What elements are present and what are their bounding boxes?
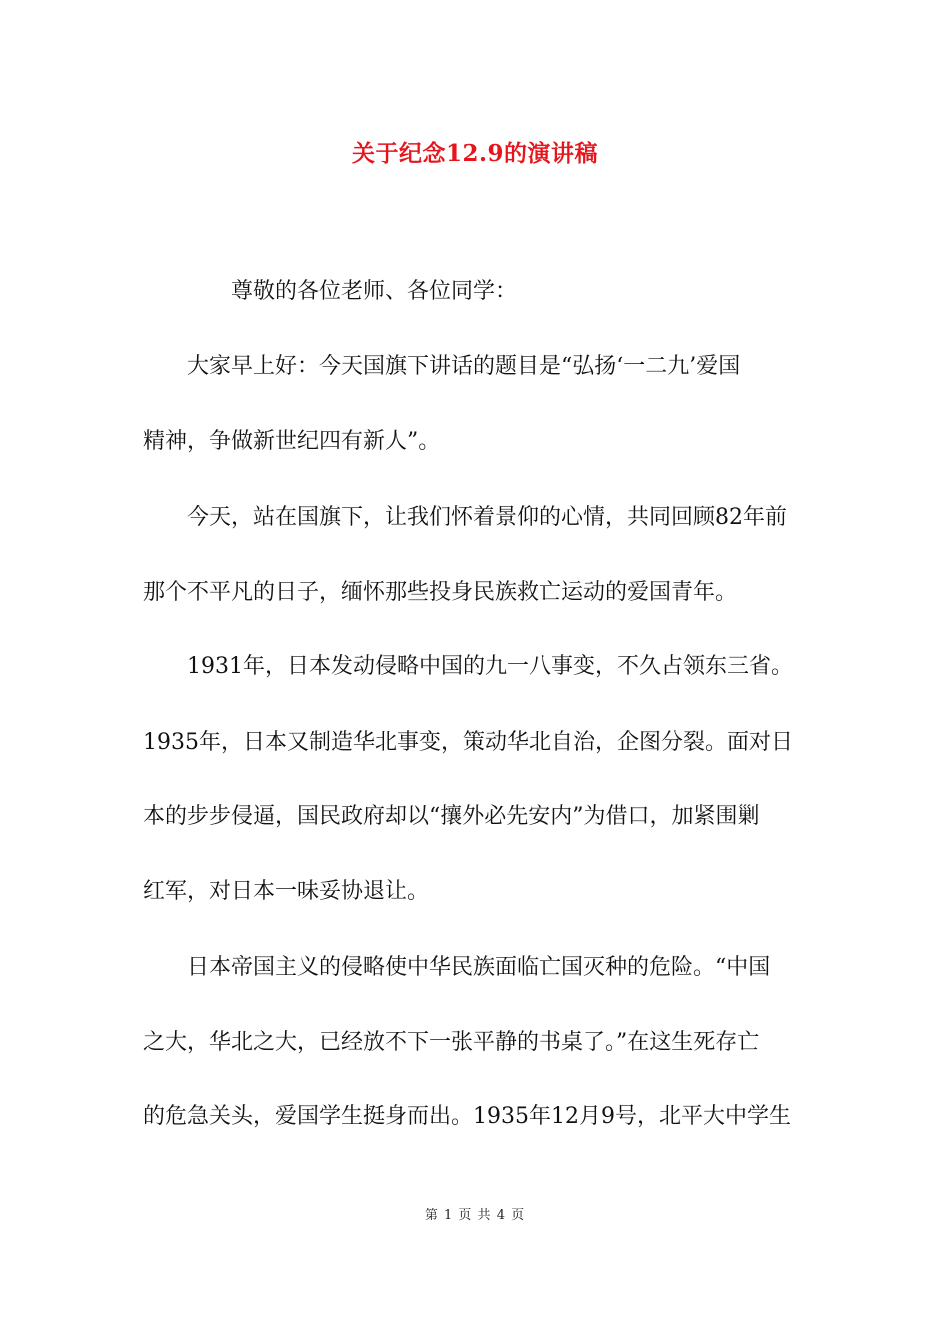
paragraph-line: 1935年，日本又制造华北事变，策动华北自治，企图分裂。面对日 (143, 730, 793, 755)
page-number-footer: 第 1 页 共 4 页 (424, 1208, 526, 1223)
paragraph-line: 本的步步侵逼，国民政府却以“攘外必先安内”为借口，加紧围剿 (143, 804, 760, 829)
paragraph-line: 今天，站在国旗下，让我们怀着景仰的心情，共同回顾82年前 (187, 505, 787, 530)
paragraph-line: 红军，对日本一味妥协退让。 (143, 879, 430, 904)
page-title: 关于纪念12.9的演讲稿 (351, 140, 599, 167)
paragraph-line: 精神，争做新世纪四有新人”。 (143, 429, 441, 454)
paragraph-line: 1931年，日本发动侵略中国的九一八事变，不久占领东三省。 (187, 654, 793, 679)
salutation-line: 尊敬的各位老师、各位同学： (231, 279, 518, 304)
paragraph-line: 日本帝国主义的侵略使中华民族面临亡国灭种的危险。“中国 (187, 955, 771, 980)
paragraph-line: 的危急关头，爱国学生挺身而出。1935年12月9号，北平大中学生 (143, 1104, 791, 1129)
paragraph-line: 那个不平凡的日子，缅怀那些投身民族救亡运动的爱国青年。 (143, 580, 738, 605)
paragraph-line: 大家早上好：今天国旗下讲话的题目是“弘扬‘一二九’爱国 (187, 354, 741, 379)
paragraph-line: 之大，华北之大，已经放不下一张平静的书桌了。”在这生死存亡 (143, 1030, 760, 1055)
